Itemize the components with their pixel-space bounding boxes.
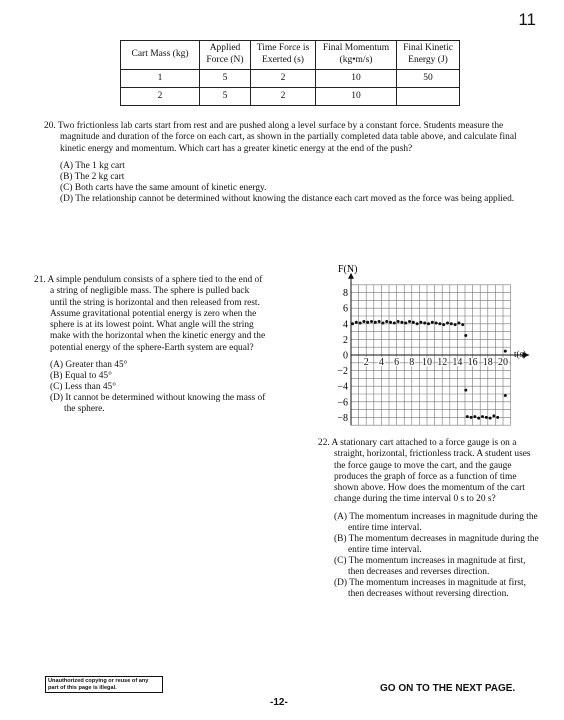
data-point bbox=[355, 321, 358, 324]
table-cell bbox=[397, 88, 460, 106]
question-number: 20. bbox=[44, 121, 56, 131]
question-number: 22. bbox=[318, 438, 330, 448]
table-cell: 2 bbox=[251, 70, 316, 88]
data-point bbox=[450, 322, 453, 325]
chart-axes bbox=[348, 273, 530, 425]
answer-options bbox=[334, 512, 540, 600]
data-point bbox=[466, 415, 469, 418]
option-d[interactable]: (D) The momentum increases in magnitude at first, then decreases without reversing direction. bbox=[334, 577, 526, 599]
data-point bbox=[438, 322, 441, 325]
question-stem: A stationary cart attached to a force gauge is on a straight, horizontal, frictionless track. A student uses the force gauge to move the cart, and the gauge produces the graph of force as a function of time shown above. How does the momentum of the cart change during the time interval 0 s to 20 s? bbox=[331, 438, 531, 505]
table-header-row bbox=[121, 41, 460, 70]
option-c[interactable]: (C) Less than 45° bbox=[50, 382, 116, 393]
data-point bbox=[351, 322, 354, 325]
data-point bbox=[485, 416, 488, 419]
table-cell: 2 bbox=[121, 88, 200, 106]
data-point bbox=[496, 416, 499, 419]
data-point bbox=[431, 321, 434, 324]
copyright-notice: Unauthorized copying or reuse of any part of this page is illegal. bbox=[45, 676, 163, 693]
data-point bbox=[446, 322, 449, 325]
table-cell: 10 bbox=[316, 88, 397, 106]
col-time: Time Force is Exerted (s) bbox=[251, 41, 316, 70]
table-row bbox=[121, 70, 460, 88]
data-point bbox=[370, 320, 373, 323]
option-b[interactable]: (B) Equal to 45° bbox=[50, 371, 112, 382]
x-tick-label: 14 bbox=[452, 357, 463, 368]
data-point bbox=[385, 320, 388, 323]
data-table bbox=[120, 40, 460, 106]
y-tick-label: −8 bbox=[337, 412, 348, 424]
x-tick-label: 20 bbox=[498, 357, 508, 368]
option-d[interactable]: (D) The relationship cannot be determined without knowing the distance each cart moved as the force was being applied. bbox=[60, 193, 515, 204]
option-a[interactable]: (A) The momentum increases in magnitude during the entire time interval. bbox=[334, 511, 538, 533]
option-b[interactable]: (B) The momentum decreases in magnitude during the entire time interval. bbox=[334, 533, 539, 555]
data-point bbox=[477, 417, 480, 420]
x-tick-label: 2 bbox=[363, 357, 369, 368]
data-point bbox=[412, 321, 415, 324]
question-number: 21. bbox=[34, 275, 46, 285]
x-tick-label: 16 bbox=[467, 357, 478, 368]
question-22 bbox=[318, 438, 540, 600]
option-a[interactable]: (A) The 1 kg cart bbox=[60, 160, 125, 171]
data-point bbox=[397, 320, 400, 323]
col-final-ke: Final Kinetic Energy (J) bbox=[397, 41, 460, 70]
col-cart-mass: Cart Mass (kg) bbox=[121, 41, 200, 70]
data-point bbox=[427, 322, 430, 325]
option-d[interactable]: (D) It cannot be determined without knowing the mass of the sphere. bbox=[50, 393, 266, 415]
data-point bbox=[359, 322, 362, 325]
data-point bbox=[389, 321, 392, 324]
data-point bbox=[404, 322, 407, 325]
table-cell: 1 bbox=[121, 70, 200, 88]
option-a[interactable]: (A) Greater than 45° bbox=[50, 360, 128, 371]
y-axis-label: F(N) bbox=[338, 264, 358, 275]
data-point bbox=[393, 322, 396, 325]
y-tick-label: −6 bbox=[337, 397, 348, 409]
table-cell: 5 bbox=[200, 88, 251, 106]
data-point bbox=[457, 322, 460, 325]
table-cell: 2 bbox=[251, 88, 316, 106]
question-stem: A simple pendulum consists of a sphere tied to the end of a string of negligible mass. The sphere is pulled back until the string is horizontal and then released from rest. Assume gravitational potential energy is zero when the sphere is at its lowest point. What angle will the string make with the horizontal when the kinetic energy and the potential energy of the sphere-Earth system are equal? bbox=[47, 275, 266, 353]
data-point bbox=[374, 321, 377, 324]
y-tick-label: −2 bbox=[337, 366, 348, 378]
data-point bbox=[481, 415, 484, 418]
x-tick-label: 4 bbox=[378, 357, 384, 368]
option-b[interactable]: (B) The 2 kg cart bbox=[60, 171, 125, 182]
table-cell: 50 bbox=[397, 70, 460, 88]
x-axis-label: t(s) bbox=[514, 349, 526, 359]
x-tick-label: 8 bbox=[409, 357, 415, 368]
go-on-notice: GO ON TO THE NEXT PAGE. bbox=[380, 683, 516, 694]
x-tick-label: 18 bbox=[482, 357, 493, 368]
data-point bbox=[435, 322, 438, 325]
answer-options bbox=[60, 161, 518, 205]
chart-points bbox=[351, 320, 507, 420]
data-point bbox=[378, 320, 381, 323]
data-point bbox=[366, 321, 369, 324]
data-point bbox=[408, 320, 411, 323]
data-point bbox=[504, 350, 507, 353]
footer-page-number: -12- bbox=[270, 697, 288, 708]
question-21 bbox=[34, 275, 266, 415]
col-final-momentum: Final Momentum (kg•m/s) bbox=[316, 41, 397, 70]
table-cell: 5 bbox=[200, 70, 251, 88]
data-point bbox=[381, 322, 384, 325]
table-row bbox=[121, 88, 460, 106]
y-tick-label: 6 bbox=[343, 303, 348, 315]
force-time-graph bbox=[330, 262, 545, 427]
data-point bbox=[454, 323, 457, 326]
data-point bbox=[464, 389, 467, 392]
y-tick-label: 2 bbox=[343, 334, 348, 346]
answer-options bbox=[50, 360, 266, 415]
data-point bbox=[442, 323, 445, 326]
y-tick-label: 4 bbox=[343, 319, 348, 331]
y-tick-label: −4 bbox=[337, 381, 348, 393]
question-20 bbox=[44, 121, 518, 205]
page-number: 11 bbox=[518, 10, 536, 29]
data-point bbox=[461, 323, 464, 326]
data-point bbox=[416, 322, 419, 325]
option-c[interactable]: (C) Both carts have the same amount of kinetic energy. bbox=[60, 182, 267, 193]
col-applied-force: Applied Force (N) bbox=[200, 41, 251, 70]
x-tick-label: 12 bbox=[437, 357, 448, 368]
data-point bbox=[419, 321, 422, 324]
question-stem: Two frictionless lab carts start from rest and are pushed along a level surface by a constant force. Students measure the magnitude and duration of the force on each cart, as shown in the partially completed data table above, and calculate final kinetic energy and momentum. Which cart has a greater kinetic energy at the end of the push? bbox=[57, 121, 517, 154]
x-tick-label: 10 bbox=[422, 357, 432, 368]
table-cell: 10 bbox=[316, 70, 397, 88]
data-point bbox=[464, 334, 467, 337]
y-tick-label: 8 bbox=[343, 288, 348, 300]
data-point bbox=[473, 415, 476, 418]
data-point bbox=[470, 416, 473, 419]
data-point bbox=[362, 320, 365, 323]
data-point bbox=[492, 414, 495, 417]
x-tick-label: 6 bbox=[394, 357, 400, 368]
y-tick-label: 0 bbox=[343, 350, 348, 362]
data-point bbox=[400, 321, 403, 324]
data-point bbox=[423, 322, 426, 325]
option-c[interactable]: (C) The momentum increases in magnitude at first, then decreases and reverses direction. bbox=[334, 555, 526, 577]
data-point bbox=[489, 417, 492, 420]
data-point bbox=[504, 394, 507, 397]
